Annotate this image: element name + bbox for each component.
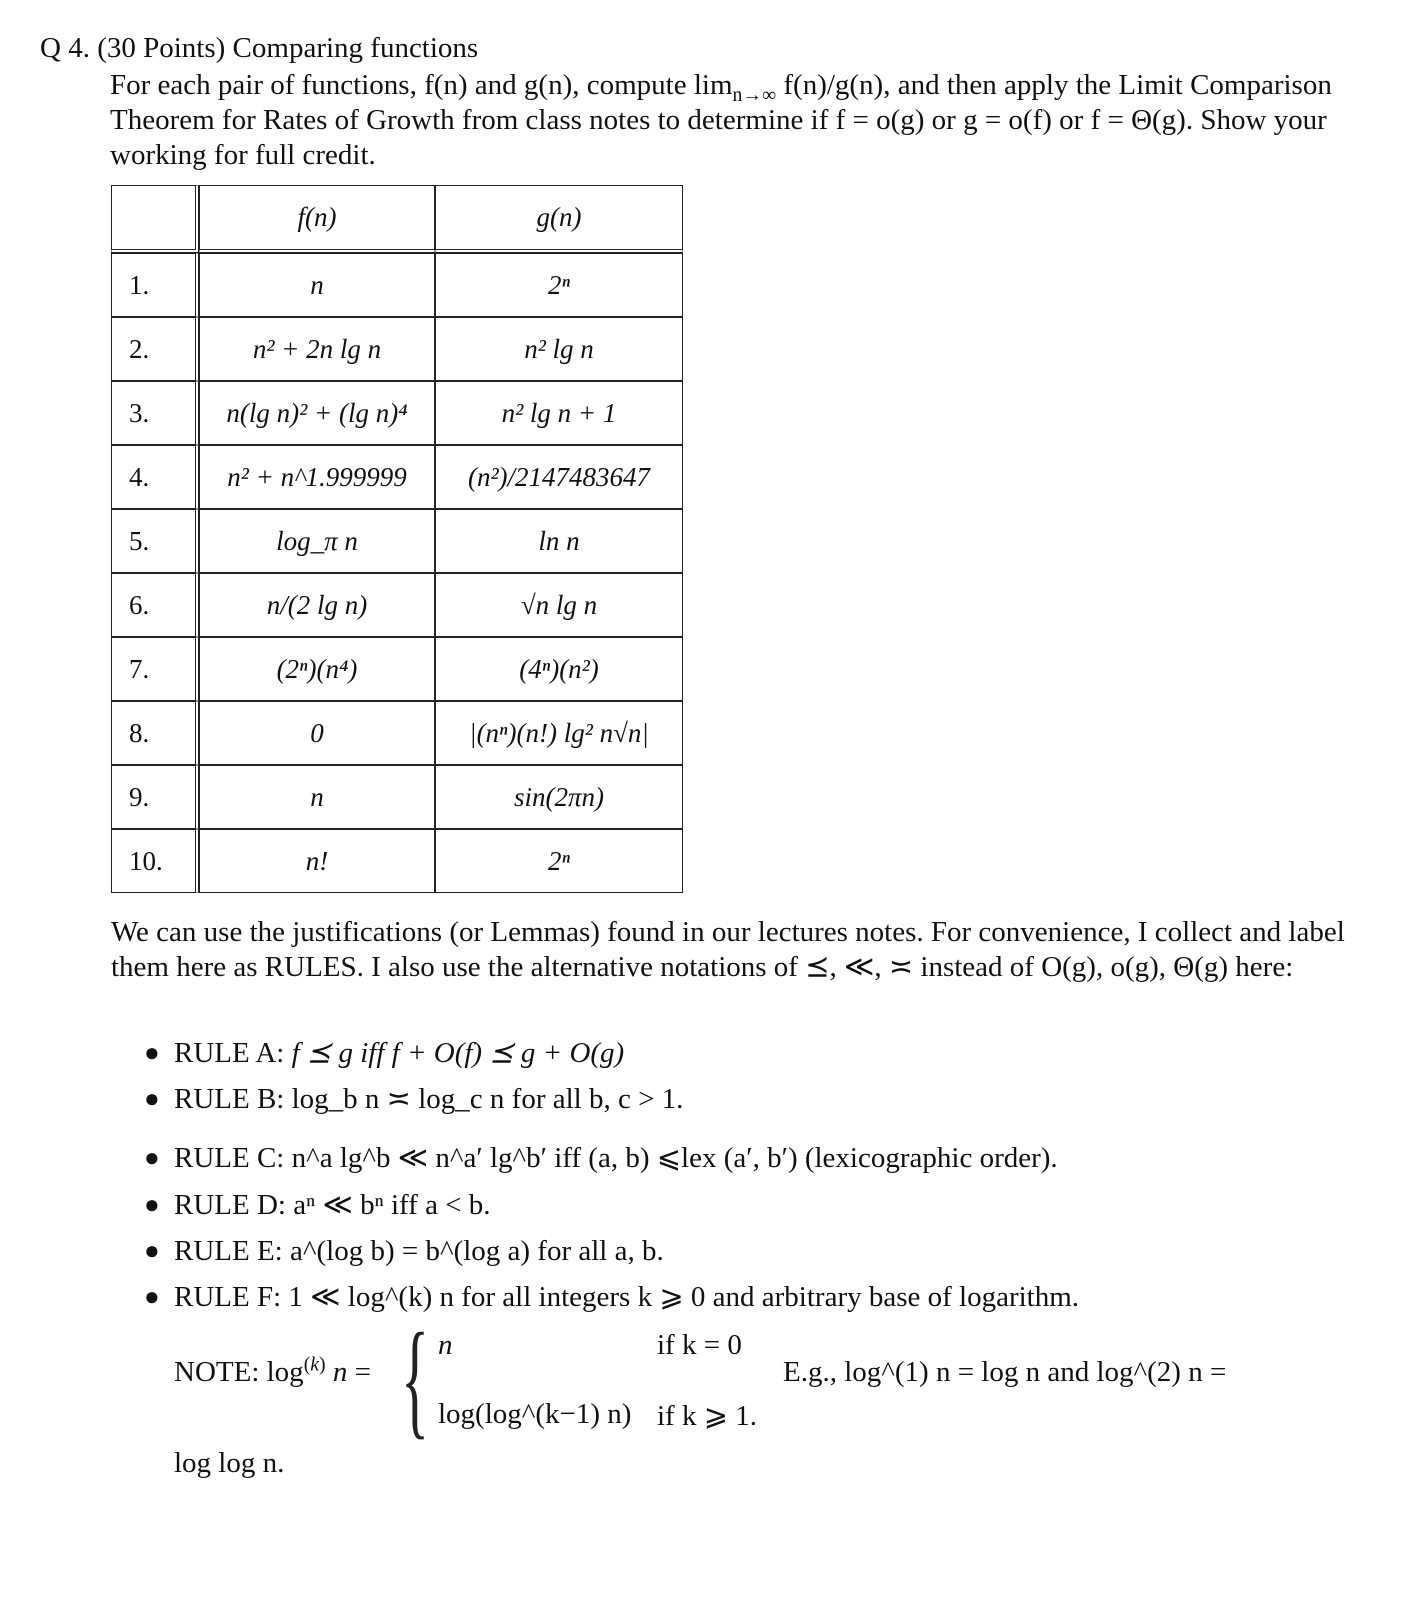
table-row	[111, 445, 683, 509]
g-column-header: g(n)	[435, 185, 683, 253]
index-header	[111, 185, 199, 253]
table-row	[111, 765, 683, 829]
instructions-part-1: For each pair of functions, f(n) and g(n), compute lim	[110, 69, 733, 101]
note-case-2: log(log^(k−1) n)	[438, 1398, 632, 1430]
table-row	[111, 829, 683, 893]
table-row	[111, 509, 683, 573]
rule-item: ● RULE E: a^(log b) = b^(log a) for all a, b.	[140, 1228, 1410, 1274]
row-index: 7.	[111, 637, 199, 701]
note-example: E.g., log^(1) n = log n and log^(2) n =	[783, 1356, 1227, 1388]
table-row	[111, 253, 683, 317]
bullet-icon: ●	[144, 1143, 160, 1172]
table-row	[111, 317, 683, 381]
table-row	[111, 637, 683, 701]
rule-item: ● RULE A: f ⪯ g iff f + O(f) ⪯ g + O(g)	[140, 1030, 1410, 1076]
g-cell: (n²)/2147483647	[435, 445, 683, 509]
g-cell: n² lg n + 1	[435, 381, 683, 445]
g-cell: 2ⁿ	[435, 829, 683, 893]
f-cell: (2ⁿ)(n⁴)	[199, 637, 435, 701]
bullet-icon: ●	[144, 1236, 160, 1265]
rule-item: ● RULE B: log_b n ≍ log_c n for all b, c > 1.	[140, 1076, 1410, 1122]
g-cell: sin(2πn)	[435, 765, 683, 829]
function-pairs-table	[111, 185, 683, 893]
row-index: 8.	[111, 701, 199, 765]
f-cell: n!	[199, 829, 435, 893]
f-cell: n(lg n)² + (lg n)⁴	[199, 381, 435, 445]
row-index: 2.	[111, 317, 199, 381]
row-index: 10.	[111, 829, 199, 893]
question-instructions	[110, 68, 1380, 173]
question-points: (30 Points)	[97, 32, 226, 64]
rules-intro: We can use the justifications (or Lemmas) found in our lectures notes. For convenience, I collect and label them here as RULES. I also use the alternative notations of ⪯, ≪, ≍ instead of O(g), o(g), Θ(g) here:	[111, 916, 1345, 983]
note-condition-2: if k ⩾ 1.	[657, 1400, 758, 1432]
row-index: 1.	[111, 253, 199, 317]
table-header-row	[111, 185, 683, 253]
note-block	[174, 1307, 1404, 1451]
question-block	[40, 28, 1380, 173]
f-cell: log_π n	[199, 509, 435, 573]
g-cell: ln n	[435, 509, 683, 573]
row-index: 6.	[111, 573, 199, 637]
instructions-part-2: f(n)/g(n), and then apply the Limit Comparison Theorem for Rates of Growth from class notes to determine if f = o(g) or g = o(f) or f = Θ(g). Show your working for full credit.	[110, 69, 1332, 171]
limit-subscript: n→∞	[732, 83, 777, 106]
note-case-1: n	[438, 1329, 453, 1361]
f-cell: n² + 2n lg n	[199, 317, 435, 381]
f-cell: n	[199, 765, 435, 829]
f-cell: n	[199, 253, 435, 317]
g-cell: |(nⁿ)(n!) lg² n√n|	[435, 701, 683, 765]
question-number: Q 4.	[40, 32, 90, 64]
bullet-icon: ●	[144, 1282, 160, 1311]
bullet-icon: ●	[144, 1084, 160, 1113]
table-row	[111, 573, 683, 637]
question-heading	[40, 28, 1380, 68]
f-cell: n² + n^1.999999	[199, 445, 435, 509]
g-cell: 2ⁿ	[435, 253, 683, 317]
left-brace-icon: {	[401, 1307, 430, 1451]
rules-list	[140, 1030, 1410, 1320]
note-lhs: NOTE: $\log^{(k)} n$ =	[174, 1353, 371, 1388]
f-cell: n/(2 lg n)	[199, 573, 435, 637]
note-example-tail: log log n.	[174, 1447, 285, 1479]
row-index: 4.	[111, 445, 199, 509]
row-index: 3.	[111, 381, 199, 445]
g-cell: √n lg n	[435, 573, 683, 637]
rule-item: ● RULE F: 1 ≪ log^(k) n for all integers k ⩾ 0 and arbitrary base of logarithm.	[140, 1274, 1410, 1320]
g-cell: n² lg n	[435, 317, 683, 381]
bullet-icon: ●	[144, 1038, 160, 1067]
rule-item: ● RULE C: n^a lg^b ≪ n^a′ lg^b′ iff (a, b) ⩽lex (a′, b′) (lexicographic order).	[140, 1122, 1410, 1182]
question-title: Comparing functions	[232, 32, 479, 64]
row-index: 9.	[111, 765, 199, 829]
note-condition-1: if k = 0	[657, 1329, 742, 1361]
f-column-header: f(n)	[199, 185, 435, 253]
g-cell: (4ⁿ)(n²)	[435, 637, 683, 701]
table-row	[111, 381, 683, 445]
table-row	[111, 701, 683, 765]
rule-item: ● RULE D: aⁿ ≪ bⁿ iff a < b.	[140, 1182, 1410, 1228]
table-body	[111, 253, 683, 893]
bullet-icon: ●	[144, 1190, 160, 1219]
row-index: 5.	[111, 509, 199, 573]
f-cell: 0	[199, 701, 435, 765]
